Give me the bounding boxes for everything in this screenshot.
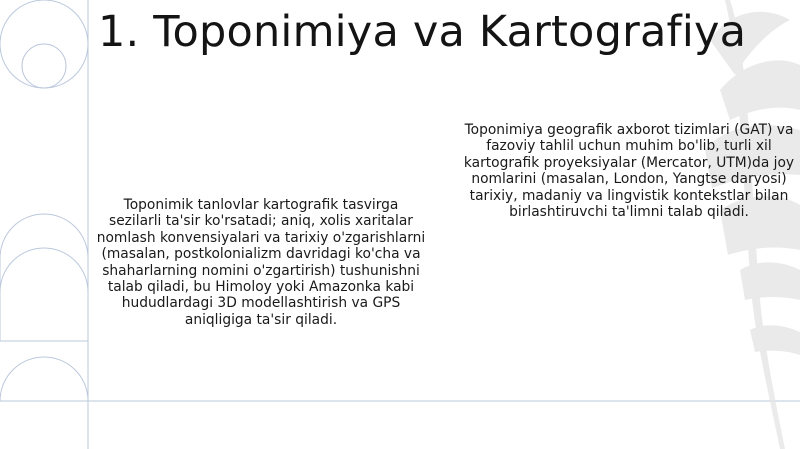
decorative-leaf-shadow (600, 0, 800, 449)
slide-title: 1. Toponimiya va Kartografiya (98, 7, 747, 57)
right-paragraph: Toponimiya geografik axborot tizimlari (GAT) va fazoviy tahlil uchun muhim bo'lib, turli xil kartografik proyeksiyalar (Mercator, UTM)da joy nomlarini (masalan, London, Yangtse daryosi) tarixiy, madaniy va lingvistik kontekstlar bilan birlashtiruvchi ta'limni talab qiladi. (463, 122, 795, 221)
left-paragraph: Toponimik tanlovlar kartografik tasvirga sezilarli ta'sir ko'rsatadi; aniq, xolis xaritalar nomlash konvensiyalari va tarixiy o'zgarishlarni (masalan, postkolonializm davridagi ko'cha va shaharlarning nomini o'zgartirish) tushunishni talab qiladi, bu Himoloy yoki Amazonka kabi hududlardagi 3D modellashtirish va GPS aniqligiga ta'sir qiladi. (96, 197, 426, 328)
